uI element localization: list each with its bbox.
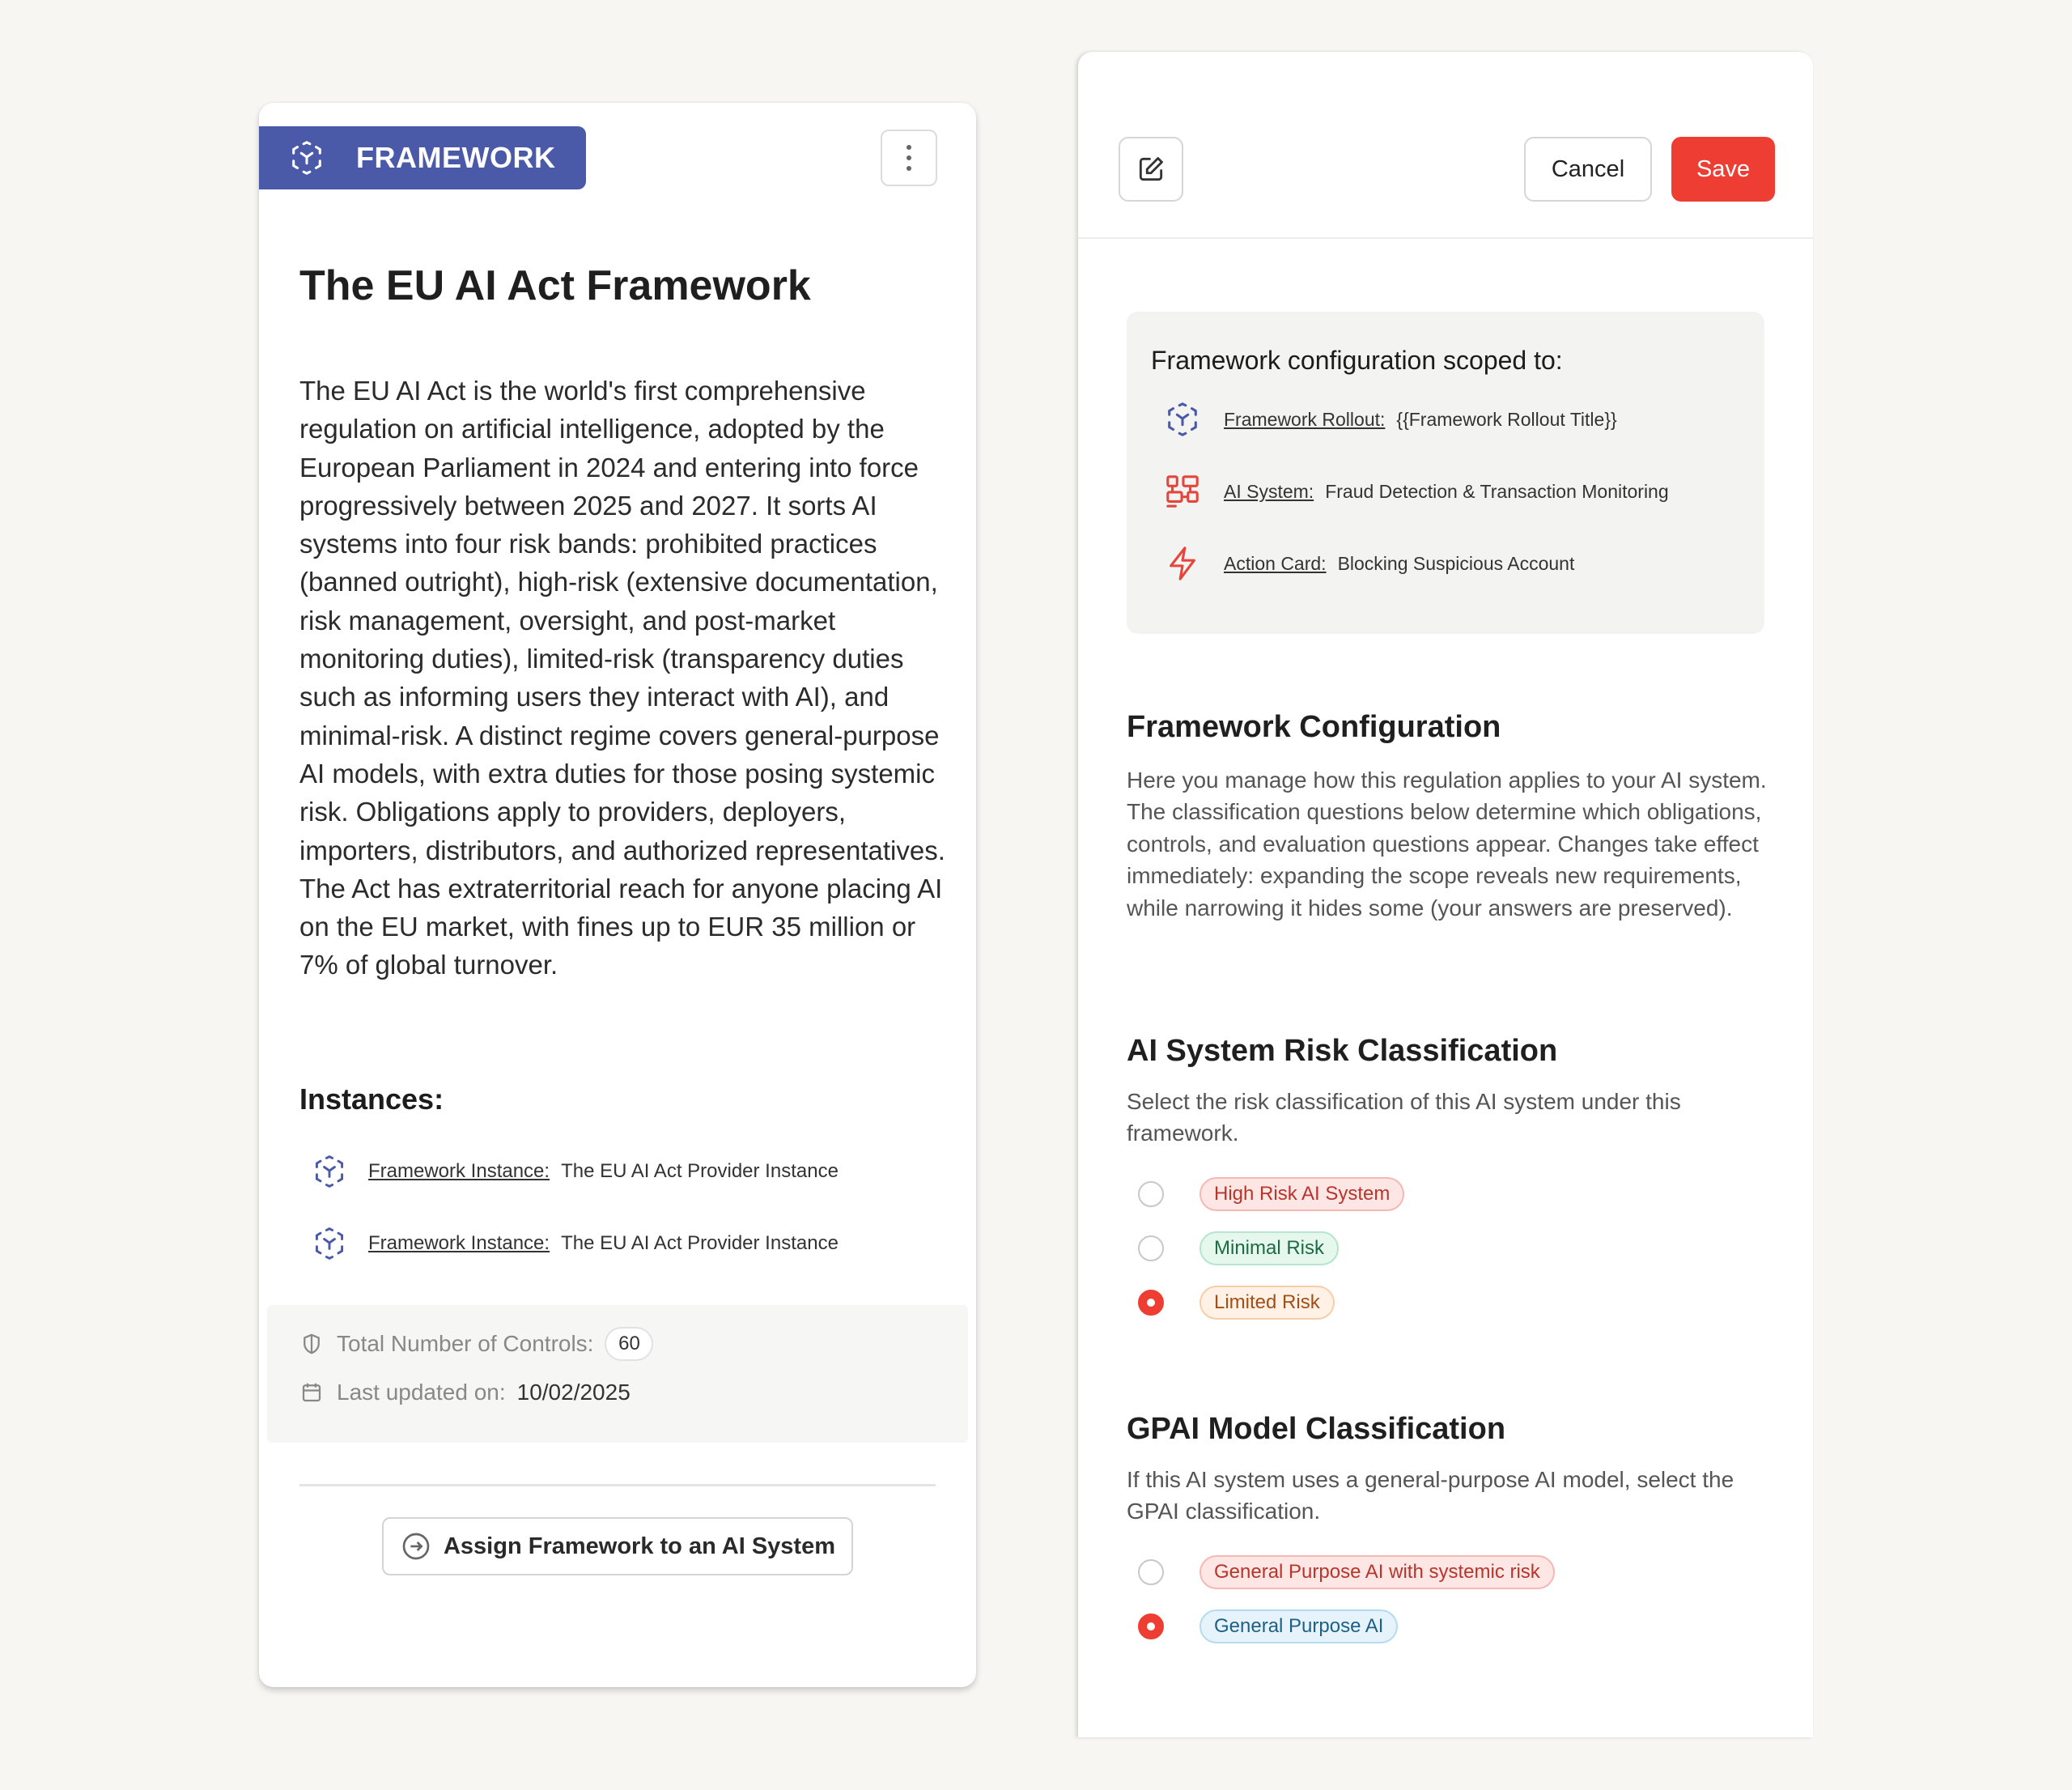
- scope-box: [1127, 312, 1764, 634]
- last-updated-label: Last updated on:: [337, 1380, 506, 1405]
- instance-name: The EU AI Act Provider Instance: [561, 1232, 839, 1254]
- lightning-icon: [1164, 545, 1201, 582]
- framework-badge: [259, 126, 586, 189]
- arrow-right-circle-icon: [400, 1530, 432, 1563]
- framework-meta: [267, 1305, 968, 1443]
- gpai-option-general[interactable]: [1138, 1609, 1398, 1643]
- framework-icon: [1164, 401, 1201, 438]
- framework-rollout-value: {{Framework Rollout Title}}: [1396, 408, 1617, 430]
- gpai-classification-text: If this AI system uses a general-purpose AI model, select the GPAI classification.: [1127, 1467, 1734, 1524]
- edit-icon: [1136, 154, 1166, 185]
- risk-option-limited[interactable]: [1138, 1286, 1335, 1320]
- framework-description: The EU AI Act is the world's first comprehensive regulation on artificial intelligence, adopted by the European Parliament in 2024 and entering into force progressively between 2025 and 2027. It sorts AI systems into four risk bands: prohibited practices (banned outright), high-risk (extensive documentation, risk management, oversight, and post-market monitoring duties), limited-risk (transparency duties such as informing users they interact with AI), and minimal-risk. A distinct regime covers general-purpose AI models, with extra duties for those posing systemic risk. Obligations apply to providers, deployers, importers, distributors, and authorized representatives. The Act has extraterritorial reach for anyone placing AI on the EU market, with fines up to EUR 35 million or 7% of global turnover.: [299, 376, 945, 980]
- ai-system-icon: [1164, 473, 1201, 510]
- assign-framework-button[interactable]: [382, 1517, 853, 1575]
- framework-icon: [312, 1226, 347, 1261]
- instance-row: [312, 1154, 839, 1189]
- radio-button[interactable]: [1138, 1559, 1164, 1585]
- ai-system-link[interactable]: AI System:: [1224, 480, 1314, 502]
- risk-tag-limited: Limited Risk: [1199, 1286, 1335, 1320]
- instance-row: [312, 1226, 839, 1261]
- framework-badge-label: FRAMEWORK: [356, 141, 556, 174]
- gpai-option-systemic[interactable]: [1138, 1555, 1555, 1589]
- gpai-tag-general: General Purpose AI: [1199, 1609, 1398, 1643]
- save-button[interactable]: Save: [1671, 137, 1775, 202]
- risk-classification-text: Select the risk classification of this AI system under this framework.: [1127, 1089, 1681, 1146]
- radio-button[interactable]: [1138, 1181, 1164, 1207]
- controls-count-row: [299, 1327, 653, 1361]
- framework-configuration-heading: Framework Configuration: [1127, 710, 1501, 744]
- action-card-value: Blocking Suspicious Account: [1337, 552, 1575, 574]
- divider: [299, 1484, 936, 1486]
- edit-button[interactable]: [1119, 137, 1183, 202]
- framework-card: [259, 103, 976, 1687]
- risk-classification-heading: AI System Risk Classification: [1127, 1034, 1558, 1068]
- shield-icon: [299, 1332, 324, 1356]
- calendar-icon: [299, 1380, 324, 1405]
- controls-label: Total Number of Controls:: [337, 1331, 594, 1356]
- instance-link[interactable]: Framework Instance:: [368, 1232, 550, 1254]
- ai-system-value: Fraud Detection & Transaction Monitoring: [1325, 480, 1669, 502]
- radio-button[interactable]: [1138, 1235, 1164, 1261]
- instance-link[interactable]: Framework Instance:: [368, 1160, 550, 1182]
- controls-count-badge: 60: [605, 1327, 653, 1361]
- last-updated-row: [299, 1380, 631, 1405]
- panel-header: [1078, 52, 1813, 239]
- risk-option-minimal[interactable]: [1138, 1231, 1339, 1265]
- scope-title: Framework configuration scoped to:: [1151, 346, 1563, 375]
- scope-row-ai-system: [1164, 473, 1669, 510]
- scope-row-action-card: [1164, 545, 1574, 582]
- framework-title: The EU AI Act Framework: [299, 262, 811, 309]
- scope-row-framework-rollout: [1164, 401, 1617, 438]
- more-options-button[interactable]: [881, 130, 937, 186]
- risk-tag-minimal: Minimal Risk: [1199, 1231, 1339, 1265]
- gpai-classification-heading: GPAI Model Classification: [1127, 1412, 1506, 1446]
- radio-button-selected[interactable]: [1138, 1290, 1164, 1316]
- risk-tag-high: High Risk AI System: [1199, 1177, 1404, 1211]
- framework-rollout-link[interactable]: Framework Rollout:: [1224, 408, 1386, 430]
- last-updated-value: 10/02/2025: [516, 1380, 631, 1405]
- assign-framework-label: Assign Framework to an AI System: [443, 1533, 835, 1559]
- framework-icon: [312, 1154, 347, 1189]
- kebab-icon: [906, 144, 912, 172]
- risk-option-high[interactable]: [1138, 1177, 1404, 1211]
- action-card-link[interactable]: Action Card:: [1224, 552, 1327, 574]
- instances-heading: Instances:: [299, 1082, 444, 1116]
- radio-button-selected[interactable]: [1138, 1614, 1164, 1639]
- cancel-button[interactable]: Cancel: [1524, 137, 1652, 202]
- framework-config-panel: [1078, 52, 1813, 1737]
- framework-icon: [288, 139, 325, 176]
- instance-name: The EU AI Act Provider Instance: [561, 1160, 839, 1182]
- framework-configuration-text: Here you manage how this regulation applies to your AI system. The classification questions below determine which obligations, controls, and evaluation questions appear. Changes take effect immediately: expanding the scope reveals new requirements, while narrowing it hides some (your answers are preserved).: [1127, 767, 1767, 921]
- gpai-tag-systemic: General Purpose AI with systemic risk: [1199, 1555, 1555, 1589]
